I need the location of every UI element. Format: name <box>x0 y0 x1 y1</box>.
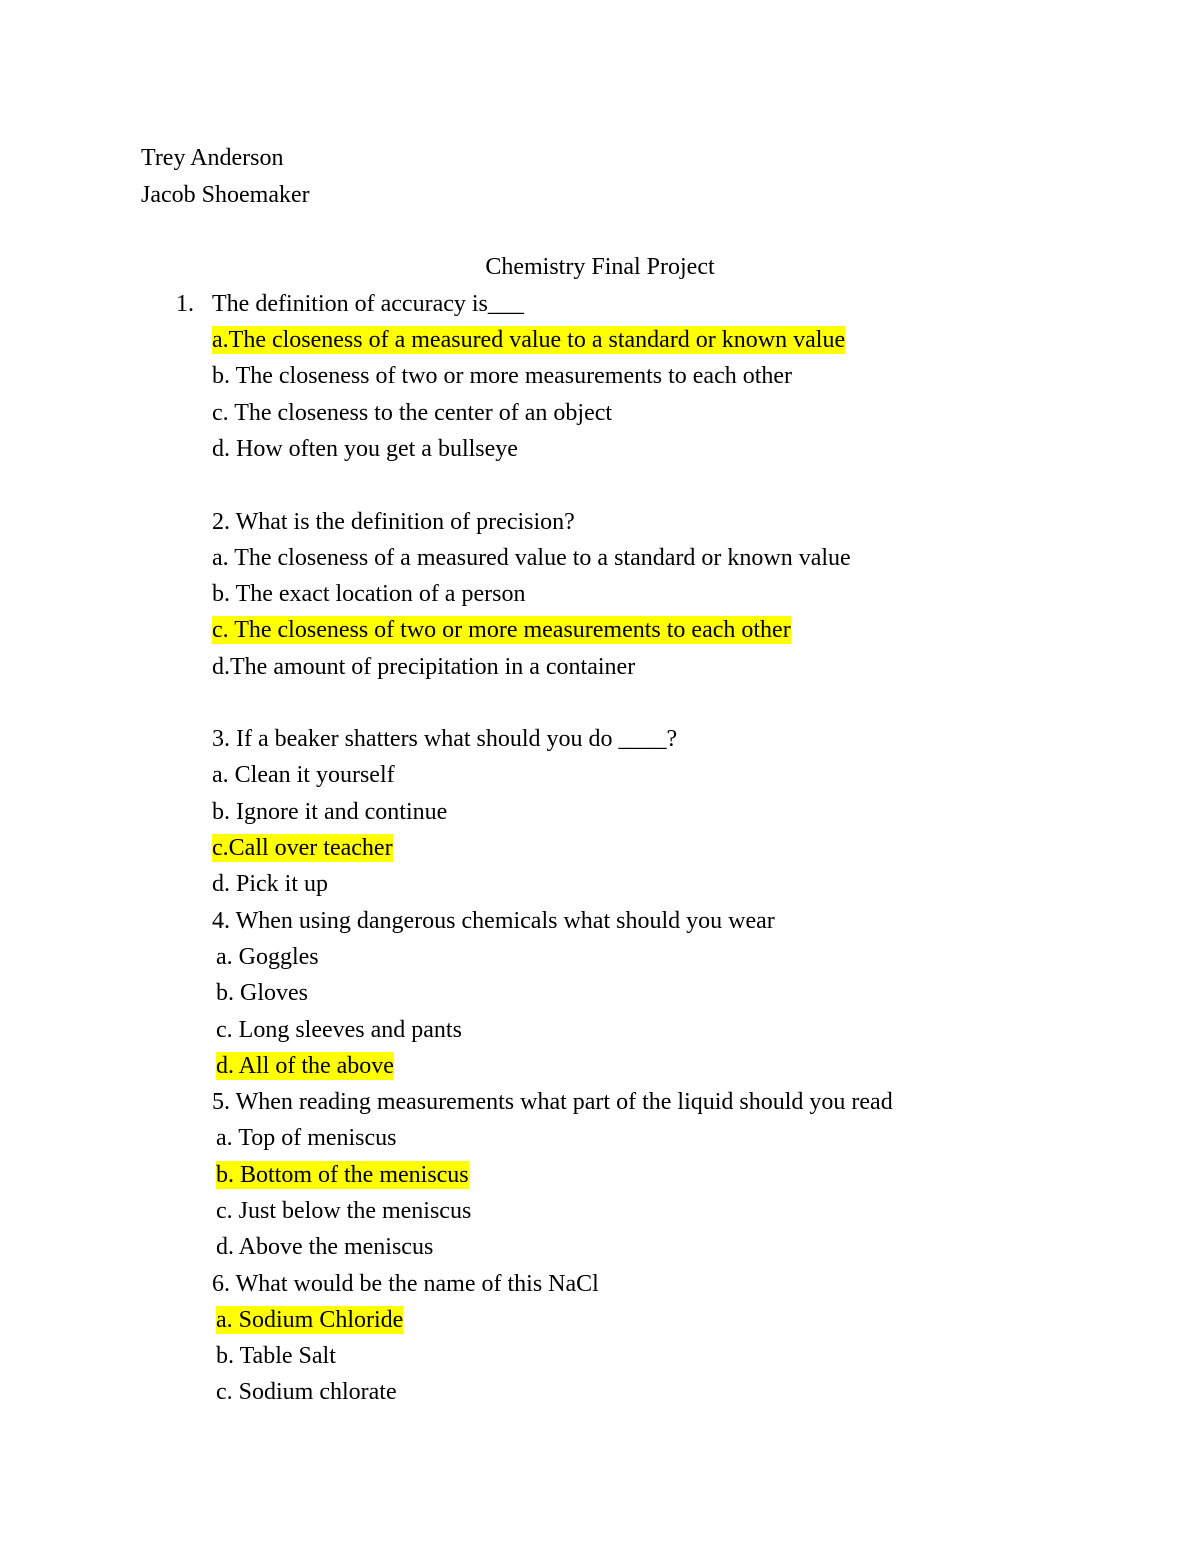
answer-option: c. Sodium chlorate <box>216 1379 397 1405</box>
question-text: 6. What would be the name of this NaCl <box>212 1271 599 1297</box>
answer-option: c. The closeness to the center of an object <box>212 400 613 426</box>
question-text: 5. When reading measurements what part of the liquid should you read <box>212 1089 893 1115</box>
answer-option: d. Pick it up <box>212 871 329 897</box>
answer-option: a. Goggles <box>216 944 319 970</box>
answer-option: b. Gloves <box>216 980 308 1006</box>
answer-option-correct: c.Call over teacher <box>212 835 393 861</box>
question-text: 4. When using dangerous chemicals what should you wear <box>212 908 775 934</box>
answer-option-correct: a. Sodium Chloride <box>216 1307 404 1333</box>
author-name: Jacob Shoemaker <box>141 182 310 208</box>
answer-option: c. Just below the meniscus <box>216 1198 472 1224</box>
answer-option: b. The closeness of two or more measurements to each other <box>212 363 793 389</box>
answer-option-correct: c. The closeness of two or more measurements to each other <box>212 617 791 643</box>
answer-option: b. The exact location of a person <box>212 581 526 607</box>
document-title: Chemistry Final Project <box>485 254 715 280</box>
answer-option: d. Above the meniscus <box>216 1234 434 1260</box>
author-name: Trey Anderson <box>141 145 284 171</box>
question-text: 2. What is the definition of precision? <box>212 509 575 535</box>
answer-option: a. The closeness of a measured value to a standard or known value <box>212 545 851 571</box>
answer-option: d.The amount of precipitation in a container <box>212 654 636 680</box>
answer-option: c. Long sleeves and pants <box>216 1017 462 1043</box>
answer-option-correct: d. All of the above <box>216 1053 394 1079</box>
answer-option: a. Top of meniscus <box>216 1125 397 1151</box>
answer-option: b. Ignore it and continue <box>212 799 448 825</box>
answer-option: b. Table Salt <box>216 1343 336 1369</box>
answer-option: a. Clean it yourself <box>212 762 395 788</box>
question-number: 1. <box>176 291 194 317</box>
question-text: 3. If a beaker shatters what should you do ____? <box>212 726 678 752</box>
question-text: The definition of accuracy is___ <box>212 291 524 317</box>
answer-option-correct: b. Bottom of the meniscus <box>216 1162 469 1188</box>
answer-option-correct: a.The closeness of a measured value to a standard or known value <box>212 327 846 353</box>
answer-option: d. How often you get a bullseye <box>212 436 518 462</box>
